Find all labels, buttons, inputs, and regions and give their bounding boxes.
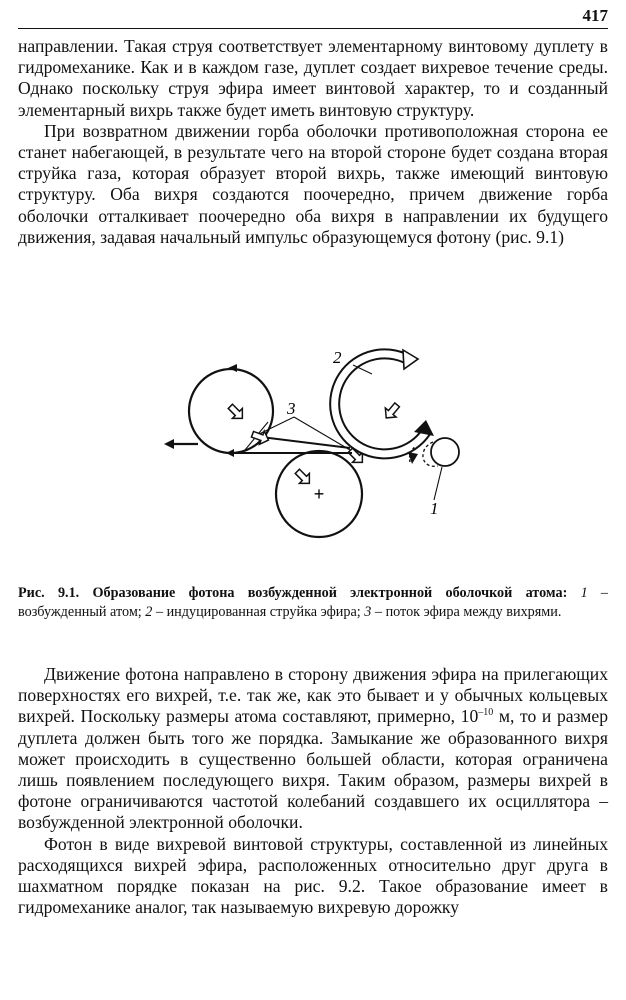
label-1: 1 (430, 499, 439, 518)
figure-9-1 (150, 332, 480, 564)
small-arrowhead (408, 452, 418, 464)
text-block-top (18, 36, 608, 248)
caption-item-2-text: – индуцированная струйка эфира; (155, 603, 361, 620)
caption-item-2-number: 2 (145, 603, 153, 620)
text-block-bottom (18, 664, 608, 918)
paragraph: направлении. Такая струя соответствует элементарному винтовому дуплету в гидромеханике. Как и в каждом газе, дуплет создает вихревое течение среды. Однако поскольку струя эфира имеет винтовой характер, то и созданный элементарный вихрь также будет иметь винтовую структуру. (18, 36, 608, 120)
plus-mark: + (313, 484, 325, 504)
label-leader-3 (255, 417, 294, 436)
page-number: 417 (582, 6, 608, 25)
rotation-arrowhead (228, 364, 237, 372)
paragraph: Фотон в виде вихревой винтовой структуры, составленной из линейных расходящихся вихрей эфира, расположенных относительно друг друга в шахматном порядке показан на рис. 9.2. Такое образование имеет в гидромеханике аналог, так называемую вихревую дорожку (18, 833, 608, 918)
label-leader-1 (434, 467, 442, 500)
jet-arrowhead (403, 350, 418, 369)
exponent: –10 (478, 707, 494, 719)
photon-formation-diagram (150, 332, 480, 564)
caption-item-1-number: 1 (580, 585, 588, 601)
paragraph-text: м, то и размер дуплета должен быть того же порядка. Замыкание же образованного вихря может происходить в существенно большей области, которая ограничена лишь появлением последующего вихря. Таким образом, размеры вихрей в фотоне ограничиваются частотой колебаний создавшего их осциллятора – возбужденной электронной оболочки. (18, 706, 608, 833)
caption-item-3-text: – поток эфира между вихрями. (374, 603, 562, 620)
hollow-arrow-icon (381, 400, 403, 422)
atom-shell (431, 438, 459, 466)
hollow-arrow-icon (225, 401, 247, 423)
label-2: 2 (333, 348, 342, 367)
paragraph-text: Движение фотона направлено в сторону движения эфира на прилегающих поверхностях его вихрей, т.е. так же, как это бывает и у обычных кольцевых вихрей. Поскольку размеры атома составляют, примерно, 10 (18, 664, 608, 727)
jet-arc-fill (335, 354, 426, 454)
jet-solid-arrow (414, 420, 434, 436)
lower-vortex (276, 445, 367, 537)
caption-item-1-text: – возбужденный атом; (18, 585, 609, 620)
paragraph: При возвратном движении горба оболочки противоположная сторона ее станет набегающей, в результате чего на второй стороне будет создана вторая струйка газа, которая образует второй вихрь, также имеющий винтовую структуру. Оба вихря создаются поочередно, причем движение горба оболочки отталкивает поочередно оба вихря в направлении их будущего движения, задавая начальный импульс образующемуся фотону (рис. 9.1) (18, 120, 608, 247)
figure-caption (18, 584, 608, 621)
induced-ether-jet (333, 348, 434, 454)
motion-arrowhead (164, 439, 174, 449)
caption-label: Рис. 9.1. Образование фотона возбужденной электронной оболочкой атома: (18, 585, 568, 601)
hollow-arrow-icon (292, 466, 314, 488)
caption-item-3-number: 3 (364, 603, 372, 620)
label-3: 3 (287, 399, 296, 418)
header-rule (18, 28, 608, 29)
paragraph (18, 664, 608, 834)
